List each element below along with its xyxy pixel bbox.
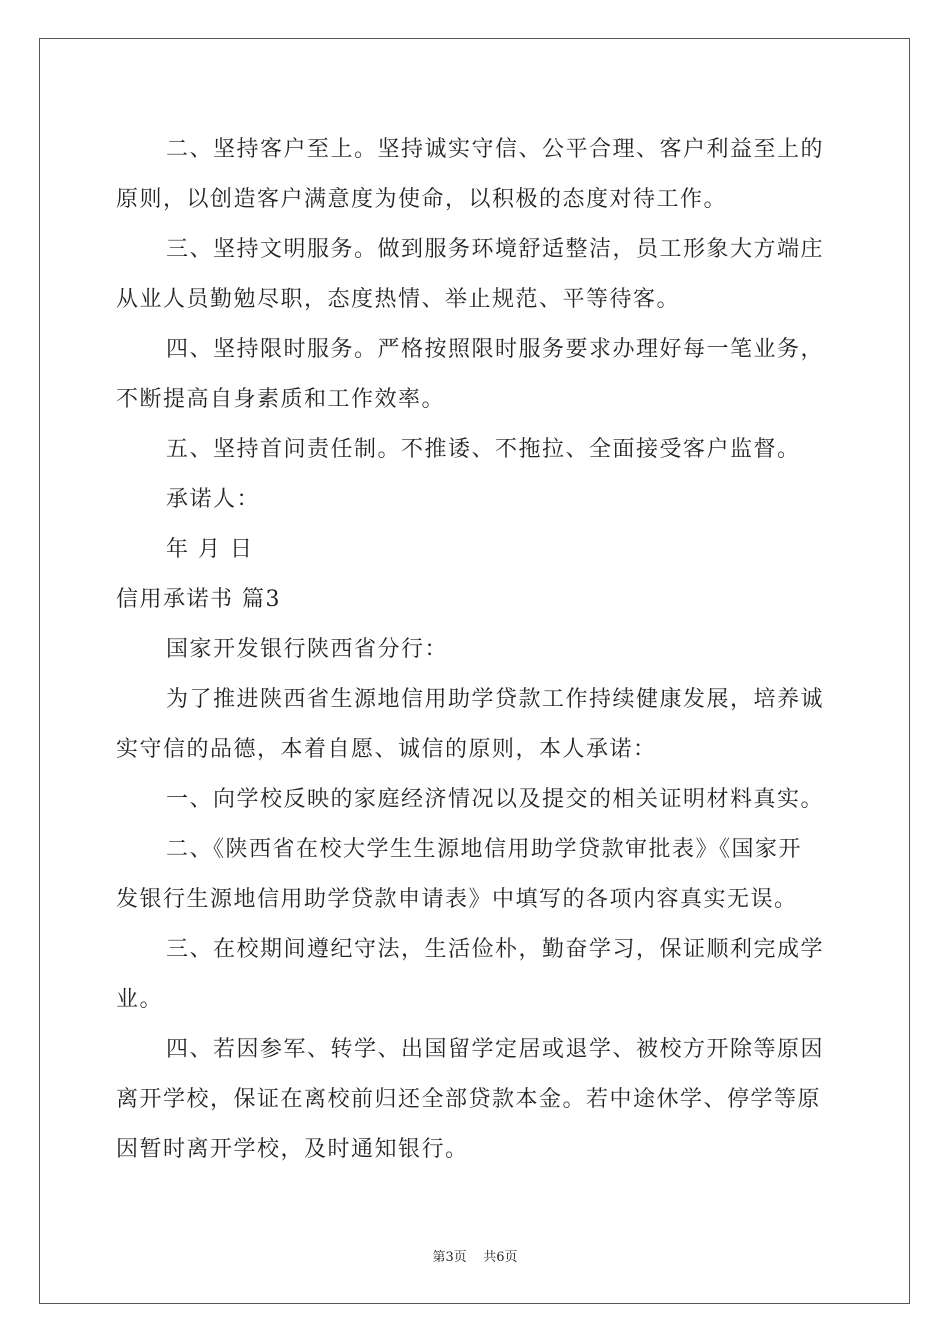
paragraph-line: 一、向学校反映的家庭经济情况以及提交的相关证明材料真实。 bbox=[166, 787, 825, 812]
paragraph-line: 五、坚持首问责任制。不推诿、不拖拉、全面接受客户监督。 bbox=[166, 437, 801, 462]
date-label: 年 月 日 bbox=[166, 537, 254, 562]
paragraph-line: 为了推进陕西省生源地信用助学贷款工作持续健康发展，培养诚 bbox=[166, 687, 825, 712]
page-footer bbox=[0, 1246, 950, 1265]
paragraph-line: 因暂时离开学校，及时通知银行。 bbox=[116, 1137, 469, 1162]
page-number: 第3页 共6页 bbox=[432, 1250, 518, 1265]
paragraph-line: 四、坚持限时服务。严格按照限时服务要求办理好每一笔业务， bbox=[166, 337, 825, 362]
paragraph-line: 离开学校，保证在离校前归还全部贷款本金。若中途休学、停学等原 bbox=[116, 1087, 822, 1112]
paragraph-line: 从业人员勤勉尽职，态度热情、举止规范、平等待客。 bbox=[116, 287, 681, 312]
paragraph-line: 业。 bbox=[116, 987, 164, 1012]
paragraph-line: 不断提高自身素质和工作效率。 bbox=[116, 387, 446, 412]
paragraph-line: 实守信的品德，本着自愿、诚信的原则，本人承诺： bbox=[116, 737, 657, 762]
promisor-label: 承诺人： bbox=[166, 487, 261, 512]
paragraph-line: 二、坚持客户至上。坚持诚实守信、公平合理、客户利益至上的 bbox=[166, 137, 825, 162]
paragraph-line: 三、坚持文明服务。做到服务环境舒适整洁，员工形象大方端庄 bbox=[166, 237, 825, 262]
paragraph-line: 原则，以创造客户满意度为使命，以积极的态度对待工作。 bbox=[116, 187, 728, 212]
paragraph-line: 发银行生源地信用助学贷款申请表》中填写的各项内容真实无误。 bbox=[116, 887, 798, 912]
paragraph-line: 三、在校期间遵纪守法，生活俭朴，勤奋学习，保证顺利完成学 bbox=[166, 937, 825, 962]
paragraph-line: 四、若因参军、转学、出国留学定居或退学、被校方开除等原因 bbox=[166, 1037, 825, 1062]
addressee: 国家开发银行陕西省分行： bbox=[166, 637, 449, 662]
paragraph-line: 二、《陕西省在校大学生生源地信用助学贷款审批表》《国家开 bbox=[166, 837, 803, 862]
section-heading: 信用承诺书 篇3 bbox=[116, 587, 281, 612]
